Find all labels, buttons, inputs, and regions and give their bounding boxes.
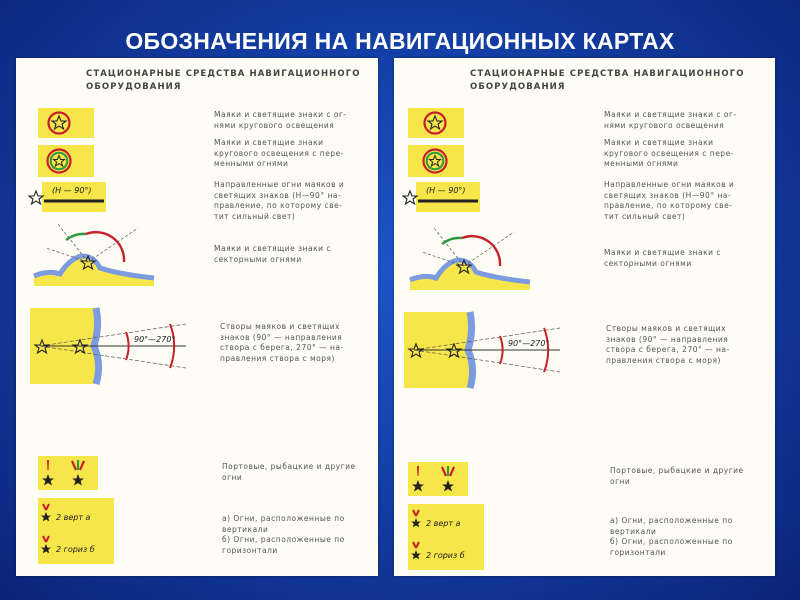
panel-heading: СТАЦИОНАРНЫЕ СРЕДСТВА НАВИГАЦИОННОГО ОБОРУДОВАНИЯ — [86, 69, 361, 92]
directional-light-symbol — [402, 180, 482, 214]
page-title: ОБОЗНАЧЕНИЯ НА НАВИГАЦИОННЫХ КАРТАХ — [125, 28, 675, 54]
alternating-light-symbol — [38, 145, 94, 177]
range-label: 90°—270° — [508, 339, 550, 348]
item-description: Маяки и светящие знаки кругового освещения с пере- менными огнями — [214, 138, 344, 168]
directional-label: (Н — 90°) — [52, 186, 92, 195]
vertical-horizontal-lights-symbol — [38, 498, 114, 564]
range-lights-symbol — [30, 306, 190, 386]
item-description: а) Огни, расположенные по вертикали б) Огни, расположенные по горизонтали — [222, 514, 345, 555]
directional-light-symbol — [28, 180, 108, 214]
panel-heading: СТАЦИОНАРНЫЕ СРЕДСТВА НАВИГАЦИОННОГО ОБОРУДОВАНИЯ — [470, 69, 745, 92]
circular-light-symbol — [38, 108, 94, 138]
range-label: 90°—270° — [134, 335, 176, 344]
horizontal-label: 2 гориз б — [56, 545, 95, 554]
item-description: Маяки и светящие знаки с секторными огнями — [604, 248, 721, 268]
legend-panel-right — [394, 58, 775, 576]
vertical-horizontal-lights-symbol — [408, 504, 484, 570]
port-lights-symbol — [38, 456, 98, 490]
item-description: Портовые, рыбацкие и другие огни — [610, 466, 744, 486]
item-description: Маяки и светящие знаки с ог- нями кругового освещения — [604, 110, 737, 130]
circular-light-symbol — [408, 108, 464, 138]
item-description: Маяки и светящие знаки с секторными огнями — [214, 244, 331, 264]
sector-light-symbol — [28, 218, 158, 288]
alternating-light-symbol — [408, 145, 464, 177]
item-description: Маяки и светящие знаки кругового освещения с пере- менными огнями — [604, 138, 734, 168]
item-description: Портовые, рыбацкие и другие огни — [222, 462, 356, 482]
item-description: Створы маяков и светящих знаков (90° — направления створа с берега, 270° — на- правления створа с моря) — [220, 322, 344, 363]
directional-label: (Н — 90°) — [426, 186, 466, 195]
port-lights-symbol — [408, 462, 468, 496]
range-lights-symbol — [404, 310, 564, 390]
vertical-label: 2 верт а — [56, 513, 91, 522]
sector-light-symbol — [404, 222, 534, 292]
horizontal-label: 2 гориз б — [426, 551, 465, 560]
item-description: Створы маяков и светящих знаков (90° — направления створа с берега, 270° — на- правления створа с моря) — [606, 324, 730, 365]
legend-panel-left — [16, 58, 378, 576]
item-description: Направленные огни маяков и светящих знаков (Н—90° на- правление, по которому све- тит сильный свет) — [214, 180, 345, 221]
item-description: а) Огни, расположенные по вертикали б) Огни, расположенные по горизонтали — [610, 516, 733, 557]
item-description: Направленные огни маяков и светящих знаков (Н—90° на- правление, по которому све- тит сильный свет) — [604, 180, 735, 221]
item-description: Маяки и светящие знаки с ог- нями кругового освещения — [214, 110, 347, 130]
vertical-label: 2 верт а — [426, 519, 461, 528]
